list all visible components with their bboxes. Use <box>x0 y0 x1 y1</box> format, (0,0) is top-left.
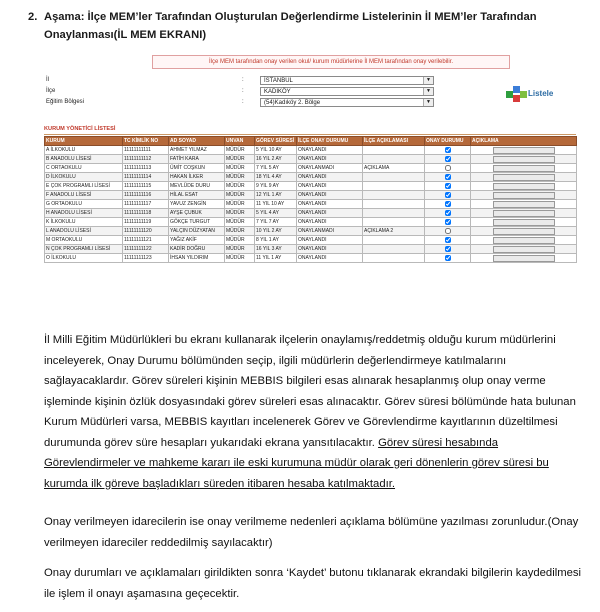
section-title: Aşama: İlçe MEM’ler Tarafından Oluşturulan Değerlendirme Listelerinin İl MEM’ler Tarafından Onaylanması(İL MEM EKRANI) <box>44 11 537 41</box>
column-header: UNVAN <box>225 137 255 146</box>
aciklama-cell <box>471 254 577 263</box>
kurum-cell: C ORTAOKULU <box>45 164 123 173</box>
aciklama-input[interactable] <box>493 228 555 235</box>
ad-soyad-cell: YAVUZ ZENGİN <box>169 200 225 209</box>
aciklama-input[interactable] <box>493 255 555 262</box>
paragraph-3: Onay durumları ve açıklamaları girildikten sonra ‘Kaydet’ butonu tıklanarak ekrandaki bilgilerin kaydedilmesi ile işlem il onayı aşamasına geçecektir. <box>44 567 582 600</box>
yonetici-table <box>44 136 577 263</box>
ilce-onay-cell: ONAYLANMADI <box>297 164 363 173</box>
ilce-aciklama-cell <box>363 218 425 227</box>
onay-durumu-cell <box>425 164 471 173</box>
il-mem-screen <box>42 55 582 290</box>
aciklama-input[interactable] <box>493 246 555 253</box>
aciklama-input[interactable] <box>493 237 555 244</box>
ad-soyad-cell: İHSAN YILDIRIM <box>169 254 225 263</box>
paragraph-1-text: İl Milli Eğitim Müdürlükleri bu ekranı kullanarak ilçelerin onaylamış/reddetmiş olduğu kurum müdürlerini inceleyerek, Onay Durumu bölümünden seçip, ilgili müdürlerin değerlendirmeye katılmalarını sağlayacaklardır. Görev süreleri kişinin MEBBIS bilgileri esas alınarak hesaplanmış olup onay verme işleminde kişinin özlük dosyasındaki görev süreleri esas alınacaktır. Görev süresi bölümünde hata bulunan Kurum Müdürleri varsa, MEBBIS kayıtları incelenerek Görev ve Görevlendirme kayıtlarının düzeltilmesi durumunda görev süre hesapları yukarıdaki ekrana yansıtılacaktır. <box>44 334 576 449</box>
onay-checkbox[interactable] <box>445 192 451 198</box>
onay-durumu-cell <box>425 182 471 191</box>
kurum-cell: E ÇOK PROGRAMLI LİSESİ <box>45 182 123 191</box>
column-header: AÇIKLAMA <box>471 137 577 146</box>
filter-colon: : <box>242 77 244 83</box>
ad-soyad-cell: HAKAN İLKER <box>169 173 225 182</box>
aciklama-cell <box>471 155 577 164</box>
onay-durumu-cell <box>425 155 471 164</box>
filter-label-ilce: İlçe <box>46 88 56 94</box>
onay-checkbox[interactable] <box>445 174 451 180</box>
aciklama-cell <box>471 164 577 173</box>
kurum-cell: A İLKOKULU <box>45 146 123 155</box>
onay-checkbox[interactable] <box>445 201 451 207</box>
table-row <box>45 209 577 218</box>
filter-label-egitim-bolgesi: Eğitim Bölgesi <box>46 99 85 105</box>
ad-soyad-cell: HİLAL ESAT <box>169 191 225 200</box>
cubes-icon <box>520 91 527 98</box>
cubes-icon <box>506 91 513 98</box>
tc-cell: 11111111122 <box>123 245 169 254</box>
onay-durumu-cell <box>425 191 471 200</box>
ad-soyad-cell: ÜMİT COŞKUN <box>169 164 225 173</box>
ilce-onay-cell: ONAYLANDI <box>297 209 363 218</box>
listele-button[interactable] <box>500 83 564 105</box>
kurum-cell: F ANADOLU LİSESİ <box>45 191 123 200</box>
onay-durumu-cell <box>425 254 471 263</box>
gorev-suresi-cell: 5 YIL 4 AY <box>255 209 297 218</box>
ilce-select-value: KADIKÖY <box>264 89 291 95</box>
unvan-cell: MÜDÜR <box>225 236 255 245</box>
ilce-onay-cell: ONAYLANDI <box>297 155 363 164</box>
unvan-cell: MÜDÜR <box>225 254 255 263</box>
ad-soyad-cell: MEVLÜDE DURU <box>169 182 225 191</box>
table-header-row <box>45 137 577 146</box>
column-header: GÖREV SÜRESİ <box>255 137 297 146</box>
onay-durumu-cell <box>425 209 471 218</box>
onay-durumu-cell <box>425 173 471 182</box>
aciklama-input[interactable] <box>493 210 555 217</box>
aciklama-input[interactable] <box>493 174 555 181</box>
onay-checkbox[interactable] <box>445 165 451 171</box>
tc-cell: 11111111117 <box>123 200 169 209</box>
aciklama-cell <box>471 218 577 227</box>
onay-checkbox[interactable] <box>445 183 451 189</box>
aciklama-cell <box>471 146 577 155</box>
kurum-cell: N ÇOK PROGRAMLI LİSESİ <box>45 245 123 254</box>
onay-durumu-cell <box>425 200 471 209</box>
onay-durumu-cell <box>425 227 471 236</box>
ilce-aciklama-cell <box>363 182 425 191</box>
gorev-suresi-cell: 7 YIL 7 AY <box>255 218 297 227</box>
tc-cell: 11111111123 <box>123 254 169 263</box>
gorev-suresi-cell: 7 YIL 5 AY <box>255 164 297 173</box>
table-row <box>45 245 577 254</box>
section-number: 2. <box>28 11 38 23</box>
unvan-cell: MÜDÜR <box>225 146 255 155</box>
ilce-aciklama-cell <box>363 146 425 155</box>
onay-checkbox[interactable] <box>445 147 451 153</box>
gorev-suresi-cell: 18 YIL 4 AY <box>255 173 297 182</box>
filter-label-il: İl <box>46 77 49 83</box>
aciklama-cell <box>471 182 577 191</box>
aciklama-input[interactable] <box>493 192 555 199</box>
ad-soyad-cell: FATİH KARA <box>169 155 225 164</box>
unvan-cell: MÜDÜR <box>225 173 255 182</box>
table-row <box>45 173 577 182</box>
ilce-onay-cell: ONAYLANDI <box>297 254 363 263</box>
onay-checkbox[interactable] <box>445 246 451 252</box>
tc-cell: 11111111116 <box>123 191 169 200</box>
info-notice: İlçe MEM tarafından onay verilen okul/ kurum müdürlerine İl MEM tarafından onay verilebilir. <box>152 55 510 69</box>
paragraph-2: Onay verilmeyen idarecilerin ise onay verilmeme nedenleri açıklama bölümüne yazılması zorunludur.(Onay verilmeyen idareciler reddedilmiş sayılacaktır) <box>44 516 579 549</box>
aciklama-cell <box>471 236 577 245</box>
aciklama-cell <box>471 227 577 236</box>
kurum-cell: B ANADOLU LİSESİ <box>45 155 123 164</box>
column-header: İLÇE AÇIKLAMASI <box>363 137 425 146</box>
ilce-onay-cell: ONAYLANDI <box>297 191 363 200</box>
gorev-suresi-cell: 16 YIL 3 AY <box>255 245 297 254</box>
table-row <box>45 146 577 155</box>
tc-cell: 11111111121 <box>123 236 169 245</box>
onay-checkbox[interactable] <box>445 156 451 162</box>
table-row <box>45 236 577 245</box>
table-row <box>45 254 577 263</box>
table-row <box>45 164 577 173</box>
ilce-select[interactable] <box>260 87 434 96</box>
column-header: KURUM <box>45 137 123 146</box>
aciklama-cell <box>471 209 577 218</box>
gorev-suresi-cell: 11 YIL 10 AY <box>255 200 297 209</box>
il-select-value: İSTANBUL <box>264 78 293 84</box>
kurum-cell: O İLKOKULU <box>45 254 123 263</box>
table-row <box>45 191 577 200</box>
kurum-cell: H ANADOLU LİSESİ <box>45 209 123 218</box>
ad-soyad-cell: YALÇIN DÜZYATAN <box>169 227 225 236</box>
tc-cell: 11111111113 <box>123 164 169 173</box>
ilce-aciklama-cell <box>363 173 425 182</box>
ilce-aciklama-cell <box>363 209 425 218</box>
ad-soyad-cell: KADİR DOĞRU <box>169 245 225 254</box>
unvan-cell: MÜDÜR <box>225 182 255 191</box>
il-select[interactable] <box>260 76 434 85</box>
chevron-down-icon: ▼ <box>423 99 433 106</box>
ilce-onay-cell: ONAYLANDI <box>297 146 363 155</box>
ad-soyad-cell: AYŞE ÇUBUK <box>169 209 225 218</box>
onay-durumu-cell <box>425 218 471 227</box>
column-header: AD SOYAD <box>169 137 225 146</box>
gorev-suresi-cell: 5 YIL 10 AY <box>255 146 297 155</box>
unvan-cell: MÜDÜR <box>225 200 255 209</box>
tc-cell: 11111111120 <box>123 227 169 236</box>
tc-cell: 11111111115 <box>123 182 169 191</box>
table-title: KURUM YÖNETİCİ LİSTESİ <box>44 125 576 135</box>
ilce-onay-cell: ONAYLANMADI <box>297 227 363 236</box>
kurum-cell: L ANADOLU LİSESİ <box>45 227 123 236</box>
chevron-down-icon: ▼ <box>423 88 433 95</box>
egitim-bolgesi-select-value: (54)Kadıköy 2. Bölge <box>264 100 321 106</box>
column-header: TC KİMLİK NO <box>123 137 169 146</box>
aciklama-input[interactable] <box>493 219 555 226</box>
paragraph-1 <box>44 330 584 494</box>
column-header: İLÇE ONAY DURUMU <box>297 137 363 146</box>
tc-cell: 11111111112 <box>123 155 169 164</box>
tc-cell: 11111111118 <box>123 209 169 218</box>
ilce-onay-cell: ONAYLANDI <box>297 200 363 209</box>
unvan-cell: MÜDÜR <box>225 209 255 218</box>
tc-cell: 11111111114 <box>123 173 169 182</box>
unvan-cell: MÜDÜR <box>225 191 255 200</box>
ilce-aciklama-cell: AÇIKLAMA <box>363 164 425 173</box>
ilce-aciklama-cell <box>363 191 425 200</box>
cubes-icon <box>513 86 520 93</box>
ilce-onay-cell: ONAYLANDI <box>297 218 363 227</box>
table-row <box>45 200 577 209</box>
filter-colon: : <box>242 99 244 105</box>
gorev-suresi-cell: 10 YIL 2 AY <box>255 227 297 236</box>
kurum-cell: K İLKOKULU <box>45 218 123 227</box>
aciklama-cell <box>471 200 577 209</box>
ilce-aciklama-cell <box>363 236 425 245</box>
gorev-suresi-cell: 16 YIL 2 AY <box>255 155 297 164</box>
unvan-cell: MÜDÜR <box>225 227 255 236</box>
onay-durumu-cell <box>425 236 471 245</box>
gorev-suresi-cell: 11 YIL 1 AY <box>255 254 297 263</box>
aciklama-input[interactable] <box>493 183 555 190</box>
ilce-aciklama-cell <box>363 245 425 254</box>
unvan-cell: MÜDÜR <box>225 155 255 164</box>
ilce-onay-cell: ONAYLANDI <box>297 182 363 191</box>
tc-cell: 11111111119 <box>123 218 169 227</box>
column-header: ONAY DURUMU <box>425 137 471 146</box>
cubes-icon <box>513 95 520 102</box>
chevron-down-icon: ▼ <box>423 77 433 84</box>
ilce-aciklama-cell <box>363 254 425 263</box>
onay-checkbox[interactable] <box>445 255 451 261</box>
table-row <box>45 155 577 164</box>
ilce-onay-cell: ONAYLANDI <box>297 173 363 182</box>
ad-soyad-cell: AHMET YILMAZ <box>169 146 225 155</box>
aciklama-input[interactable] <box>493 147 555 154</box>
table-row <box>45 182 577 191</box>
unvan-cell: MÜDÜR <box>225 245 255 254</box>
table-row <box>45 218 577 227</box>
onay-checkbox[interactable] <box>445 210 451 216</box>
onay-checkbox[interactable] <box>445 219 451 225</box>
paragraph-1-underlined: Görev süresi hesabında Görevlendirmeler ve mahkeme kararı ile eski kurumuna müdür olarak geri dönenlerin görev süresi bu kurumda ilk göreve başladıkları süreden itibaren hesaba katılmaktadır. <box>44 436 549 490</box>
egitim-bolgesi-select[interactable] <box>260 98 434 107</box>
ilce-aciklama-cell <box>363 155 425 164</box>
listele-label: Listele <box>528 89 554 98</box>
gorev-suresi-cell: 8 YIL 1 AY <box>255 236 297 245</box>
onay-durumu-cell <box>425 146 471 155</box>
kurum-cell: D İLKOKULU <box>45 173 123 182</box>
ilce-onay-cell: ONAYLANDI <box>297 245 363 254</box>
onay-checkbox[interactable] <box>445 237 451 243</box>
ilce-aciklama-cell <box>363 200 425 209</box>
aciklama-input[interactable] <box>493 165 555 172</box>
tc-cell: 11111111111 <box>123 146 169 155</box>
gorev-suresi-cell: 12 YIL 1 AY <box>255 191 297 200</box>
ad-soyad-cell: YAĞIZ AKİF <box>169 236 225 245</box>
unvan-cell: MÜDÜR <box>225 164 255 173</box>
ad-soyad-cell: GÖKÇE TURGUT <box>169 218 225 227</box>
aciklama-cell <box>471 245 577 254</box>
onay-checkbox[interactable] <box>445 228 451 234</box>
aciklama-input[interactable] <box>493 156 555 163</box>
ilce-aciklama-cell: AÇIKLAMA 2 <box>363 227 425 236</box>
kurum-cell: G ORTAOKULU <box>45 200 123 209</box>
ilce-onay-cell: ONAYLANDI <box>297 236 363 245</box>
gorev-suresi-cell: 9 YIL 9 AY <box>255 182 297 191</box>
kurum-cell: M ORTAOKULU <box>45 236 123 245</box>
unvan-cell: MÜDÜR <box>225 218 255 227</box>
table-row <box>45 227 577 236</box>
aciklama-cell <box>471 173 577 182</box>
filter-colon: : <box>242 88 244 94</box>
onay-durumu-cell <box>425 245 471 254</box>
aciklama-cell <box>471 191 577 200</box>
aciklama-input[interactable] <box>493 201 555 208</box>
